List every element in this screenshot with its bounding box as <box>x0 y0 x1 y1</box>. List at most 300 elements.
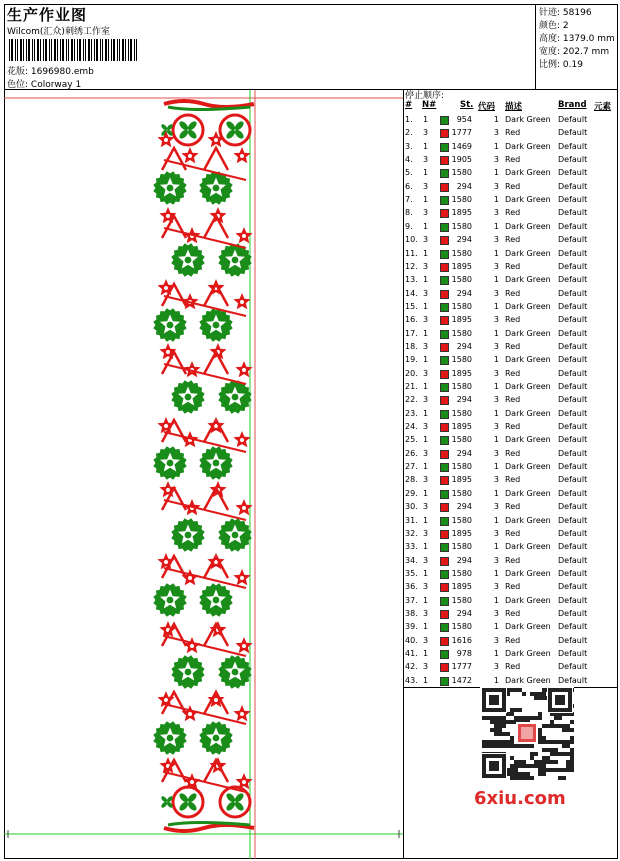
stop-row <box>404 355 618 368</box>
color-swatch <box>440 370 449 379</box>
col-header-element: 元素 <box>594 102 612 112</box>
medallion-motif <box>199 721 232 754</box>
stop-desc: Red <box>505 261 521 271</box>
stop-needle: 3 <box>423 235 429 245</box>
stop-num: 28. <box>405 475 418 485</box>
stop-needle: 3 <box>423 128 429 138</box>
stop-needle: 3 <box>423 582 429 592</box>
stop-brand: Default <box>558 141 588 151</box>
stop-num: 16. <box>405 315 418 325</box>
stop-needle: 3 <box>423 261 429 271</box>
stop-num: 25. <box>405 435 418 445</box>
stop-row <box>404 289 618 302</box>
stop-stitches: 1580 <box>451 275 472 285</box>
stop-needle: 3 <box>423 155 429 165</box>
stop-num: 32. <box>405 528 418 538</box>
stop-desc: Red <box>505 635 521 645</box>
stop-row <box>404 622 618 635</box>
stop-row <box>404 516 618 529</box>
stop-needle: 1 <box>423 115 429 124</box>
stop-brand: Default <box>558 221 588 231</box>
stop-stitches: 1472 <box>451 675 472 685</box>
stop-stitches: 1895 <box>451 422 472 432</box>
stop-code: 1 <box>493 301 499 311</box>
medallion-motif <box>171 518 204 551</box>
stop-num: 24. <box>405 422 418 432</box>
color-swatch <box>440 209 449 218</box>
color-swatch <box>440 610 449 619</box>
clover-motif <box>225 792 245 812</box>
stop-num: 19. <box>405 355 418 365</box>
stop-code: 1 <box>493 168 499 178</box>
stop-needle: 1 <box>423 622 429 632</box>
stop-num: 29. <box>405 488 418 498</box>
stop-brand: Default <box>558 595 588 605</box>
color-swatch <box>440 650 449 659</box>
stop-stitches: 1580 <box>451 408 472 418</box>
stop-row <box>404 128 618 141</box>
stop-stitches: 1580 <box>451 355 472 365</box>
stop-stitches: 1895 <box>451 261 472 271</box>
stop-needle: 3 <box>423 448 429 458</box>
stop-desc: Red <box>505 368 521 378</box>
stop-num: 8. <box>405 208 413 218</box>
stop-stitches: 1469 <box>451 141 472 151</box>
stop-stitches: 1580 <box>451 221 472 231</box>
stop-desc: Red <box>505 288 521 298</box>
stop-desc: Dark Green <box>505 115 551 124</box>
stop-needle: 3 <box>423 288 429 298</box>
stop-needle: 3 <box>423 528 429 538</box>
color-swatch <box>440 450 449 459</box>
stop-brand: Default <box>558 462 588 472</box>
stop-num: 26. <box>405 448 418 458</box>
stop-stitches: 1580 <box>451 301 472 311</box>
design-file-name: 1696980.emb <box>30 67 94 77</box>
stop-needle: 3 <box>423 368 429 378</box>
stop-desc: Dark Green <box>505 675 551 685</box>
stop-desc: Red <box>505 208 521 218</box>
stop-num: 22. <box>405 395 418 405</box>
header-left-panel <box>4 4 536 90</box>
stop-stitches: 1580 <box>451 382 472 391</box>
stop-brand: Default <box>558 448 588 458</box>
stop-code: 3 <box>493 368 499 378</box>
stop-row <box>404 542 618 555</box>
stop-code: 1 <box>493 595 499 605</box>
stop-row <box>404 275 618 288</box>
stop-desc: Dark Green <box>505 408 551 418</box>
stop-desc: Red <box>505 448 521 458</box>
stop-needle: 1 <box>423 355 429 365</box>
stop-code: 1 <box>493 462 499 472</box>
stop-brand: Default <box>558 608 588 618</box>
stop-desc: Red <box>505 341 521 351</box>
stop-brand: Default <box>558 115 588 124</box>
stop-brand: Default <box>558 341 588 351</box>
medallion-motif <box>199 308 232 341</box>
stat-label: 宽度: <box>539 47 561 57</box>
color-swatch <box>440 263 449 272</box>
stat-width <box>539 44 609 57</box>
color-swatch <box>440 303 449 312</box>
color-swatch <box>440 557 449 566</box>
color-swatch <box>440 223 449 232</box>
stop-stitches: 1580 <box>451 168 472 178</box>
stop-num: 1. <box>405 115 413 124</box>
page-title: 生产作业图 <box>7 6 88 24</box>
stop-desc: Dark Green <box>505 649 551 658</box>
stop-num: 11. <box>405 248 418 258</box>
stat-value: 1379.0 mm <box>562 34 615 44</box>
stop-brand: Default <box>558 515 588 525</box>
color-swatch <box>440 383 449 392</box>
stop-needle: 1 <box>423 141 429 151</box>
stop-row <box>404 182 618 195</box>
stop-code: 3 <box>493 448 499 458</box>
stop-needle: 1 <box>423 382 429 391</box>
stop-stitches: 1580 <box>451 248 472 258</box>
stop-stitches: 294 <box>456 288 472 298</box>
stop-desc: Red <box>505 181 521 191</box>
stop-stitches: 1895 <box>451 315 472 325</box>
col-header-desc: 描述 <box>505 102 523 112</box>
color-swatch <box>440 396 449 405</box>
stop-code: 3 <box>493 635 499 645</box>
stop-stitches: 1580 <box>451 622 472 632</box>
stop-code: 1 <box>493 408 499 418</box>
stop-desc: Dark Green <box>505 542 551 552</box>
stop-desc: Dark Green <box>505 462 551 472</box>
stop-num: 12. <box>405 261 418 271</box>
stop-stitches: 294 <box>456 395 472 405</box>
stop-row <box>404 342 618 355</box>
stop-row <box>404 315 618 328</box>
stop-desc: Red <box>505 662 521 672</box>
stop-num: 35. <box>405 568 418 578</box>
stop-brand: Default <box>558 301 588 311</box>
stop-num: 4. <box>405 155 413 165</box>
stop-code: 3 <box>493 528 499 538</box>
design-file-line <box>7 64 94 77</box>
stop-brand: Default <box>558 355 588 365</box>
stop-row <box>404 662 618 675</box>
stop-brand: Default <box>558 128 588 138</box>
color-swatch <box>440 276 449 285</box>
stop-num: 31. <box>405 515 418 525</box>
medallion-motif <box>153 583 186 616</box>
stop-code: 3 <box>493 608 499 618</box>
stop-stitches: 954 <box>456 115 472 124</box>
stop-code: 3 <box>493 181 499 191</box>
stop-desc: Dark Green <box>505 568 551 578</box>
color-swatch <box>440 677 449 686</box>
stop-desc: Red <box>505 528 521 538</box>
stop-sequence-title: 停止顺序: <box>405 91 445 101</box>
stop-brand: Default <box>558 382 588 391</box>
stop-desc: Dark Green <box>505 382 551 391</box>
stop-needle: 1 <box>423 301 429 311</box>
barcode-image <box>9 39 139 61</box>
stop-desc: Red <box>505 315 521 325</box>
stop-desc: Red <box>505 502 521 512</box>
stop-brand: Default <box>558 675 588 685</box>
color-swatch <box>440 517 449 526</box>
stop-code: 1 <box>493 382 499 391</box>
stat-value: 58196 <box>562 8 592 18</box>
stop-num: 23. <box>405 408 418 418</box>
color-swatch <box>440 423 449 432</box>
stop-num: 37. <box>405 595 418 605</box>
color-swatch <box>440 623 449 632</box>
stop-row <box>404 489 618 502</box>
stop-code: 1 <box>493 115 499 124</box>
stop-desc: Red <box>505 235 521 245</box>
stop-brand: Default <box>558 555 588 565</box>
stop-num: 7. <box>405 195 413 205</box>
stop-row <box>404 529 618 542</box>
medallion-motif <box>171 243 204 276</box>
stop-row <box>404 249 618 262</box>
stop-stitches: 294 <box>456 181 472 191</box>
stop-stitches: 1895 <box>451 475 472 485</box>
stop-desc: Dark Green <box>505 435 551 445</box>
color-swatch <box>440 436 449 445</box>
stat-value: 2 <box>562 21 569 31</box>
col-header-code: 代码 <box>478 102 496 112</box>
stop-row <box>404 302 618 315</box>
stop-row <box>404 168 618 181</box>
stop-desc: Dark Green <box>505 595 551 605</box>
color-swatch <box>440 129 449 138</box>
stop-row <box>404 235 618 248</box>
stop-needle: 3 <box>423 422 429 432</box>
stop-desc: Dark Green <box>505 328 551 338</box>
stop-num: 39. <box>405 622 418 632</box>
stop-desc: Dark Green <box>505 195 551 205</box>
stop-brand: Default <box>558 168 588 178</box>
stop-stitches: 1580 <box>451 568 472 578</box>
stop-code: 3 <box>493 315 499 325</box>
stop-desc: Dark Green <box>505 622 551 632</box>
stop-desc: Red <box>505 475 521 485</box>
stop-brand: Default <box>558 662 588 672</box>
stop-brand: Default <box>558 288 588 298</box>
stop-desc: Dark Green <box>505 275 551 285</box>
color-swatch <box>440 156 449 165</box>
stop-stitches: 1895 <box>451 528 472 538</box>
stop-stitches: 1580 <box>451 515 472 525</box>
stop-num: 33. <box>405 542 418 552</box>
medallion-motif <box>199 583 232 616</box>
stop-code: 1 <box>493 275 499 285</box>
stop-needle: 3 <box>423 608 429 618</box>
stop-code: 1 <box>493 568 499 578</box>
medallion-motif <box>153 446 186 479</box>
color-swatch <box>440 503 449 512</box>
col-header-brand: Brand <box>558 100 587 110</box>
stop-brand: Default <box>558 649 588 658</box>
stop-stitches: 294 <box>456 235 472 245</box>
stop-num: 42. <box>405 662 418 672</box>
medallion-motif <box>218 655 251 688</box>
stop-code: 3 <box>493 555 499 565</box>
stop-stitches: 1895 <box>451 582 472 592</box>
stop-brand: Default <box>558 181 588 191</box>
stop-row <box>404 142 618 155</box>
stop-desc: Dark Green <box>505 488 551 498</box>
stop-needle: 1 <box>423 328 429 338</box>
stop-num: 43. <box>405 675 418 685</box>
stop-code: 1 <box>493 542 499 552</box>
stop-code: 1 <box>493 355 499 365</box>
qr-code-image <box>480 686 574 780</box>
color-swatch <box>440 343 449 352</box>
red-line-motif <box>162 148 186 170</box>
design-file-label: 花版: <box>7 67 31 77</box>
stat-label: 颜色: <box>539 21 561 31</box>
medallion-motif <box>153 308 186 341</box>
stop-brand: Default <box>558 408 588 418</box>
stop-needle: 1 <box>423 568 429 578</box>
stop-stitches: 1777 <box>451 662 472 672</box>
color-swatch <box>440 290 449 299</box>
stop-code: 3 <box>493 582 499 592</box>
stop-brand: Default <box>558 542 588 552</box>
stop-needle: 3 <box>423 635 429 645</box>
color-swatch <box>440 183 449 192</box>
stop-brand: Default <box>558 435 588 445</box>
stop-needle: 1 <box>423 168 429 178</box>
stop-code: 3 <box>493 288 499 298</box>
stop-stitches: 1905 <box>451 155 472 165</box>
stop-code: 1 <box>493 248 499 258</box>
stop-code: 1 <box>493 141 499 151</box>
color-swatch <box>440 169 449 178</box>
stop-row <box>404 262 618 275</box>
color-swatch <box>440 597 449 606</box>
stop-brand: Default <box>558 488 588 498</box>
color-swatch <box>440 236 449 245</box>
stop-code: 3 <box>493 208 499 218</box>
stop-needle: 1 <box>423 275 429 285</box>
stop-needle: 3 <box>423 502 429 512</box>
stop-num: 3. <box>405 141 413 151</box>
stop-row <box>404 596 618 609</box>
stop-code: 1 <box>493 195 499 205</box>
stop-desc: Dark Green <box>505 221 551 231</box>
stop-num: 2. <box>405 128 413 138</box>
stop-code: 3 <box>493 662 499 672</box>
stop-row <box>404 115 618 128</box>
stat-value: 0.19 <box>562 60 583 70</box>
stop-num: 10. <box>405 235 418 245</box>
stop-row <box>404 502 618 515</box>
stop-row <box>404 208 618 221</box>
color-swatch <box>440 330 449 339</box>
stop-needle: 3 <box>423 395 429 405</box>
stat-value: 202.7 mm <box>562 47 610 57</box>
stop-num: 36. <box>405 582 418 592</box>
stop-brand: Default <box>558 235 588 245</box>
stop-row <box>404 636 618 649</box>
stop-row <box>404 475 618 488</box>
stop-code: 1 <box>493 649 499 658</box>
medallion-motif <box>218 243 251 276</box>
stop-row <box>404 569 618 582</box>
stop-brand: Default <box>558 195 588 205</box>
stop-stitches: 1580 <box>451 488 472 498</box>
medallion-motif <box>153 721 186 754</box>
stop-row <box>404 382 618 395</box>
red-line-motif <box>204 148 228 170</box>
stop-stitches: 1616 <box>451 635 472 645</box>
stop-stitches: 978 <box>456 649 472 658</box>
clover-motif <box>178 120 198 140</box>
stop-needle: 3 <box>423 555 429 565</box>
color-swatch <box>440 637 449 646</box>
stop-row <box>404 409 618 422</box>
color-swatch <box>440 410 449 419</box>
stop-num: 21. <box>405 382 418 391</box>
stop-brand: Default <box>558 315 588 325</box>
color-swatch <box>440 356 449 365</box>
stop-num: 18. <box>405 341 418 351</box>
stop-desc: Red <box>505 582 521 592</box>
stop-code: 3 <box>493 235 499 245</box>
design-stats-panel <box>536 4 618 90</box>
stop-brand: Default <box>558 155 588 165</box>
color-swatch <box>440 490 449 499</box>
stop-brand: Default <box>558 261 588 271</box>
stop-sequence-panel <box>404 90 618 687</box>
colorway-label: 色位: <box>7 80 31 90</box>
stop-code: 1 <box>493 675 499 685</box>
stop-needle: 3 <box>423 208 429 218</box>
color-swatch <box>440 476 449 485</box>
stop-row <box>404 422 618 435</box>
stop-desc: Red <box>505 608 521 618</box>
stop-desc: Red <box>505 155 521 165</box>
stop-code: 3 <box>493 128 499 138</box>
stop-needle: 3 <box>423 341 429 351</box>
stop-num: 17. <box>405 328 418 338</box>
stop-needle: 1 <box>423 595 429 605</box>
stop-desc: Dark Green <box>505 141 551 151</box>
stop-num: 15. <box>405 301 418 311</box>
stat-scale <box>539 57 583 70</box>
stop-code: 1 <box>493 221 499 231</box>
color-swatch <box>440 250 449 259</box>
stop-num: 34. <box>405 555 418 565</box>
stop-row <box>404 556 618 569</box>
watermark-text: 6xiu.com <box>474 788 566 809</box>
color-swatch <box>440 196 449 205</box>
stop-brand: Default <box>558 635 588 645</box>
stop-needle: 1 <box>423 462 429 472</box>
color-swatch <box>440 316 449 325</box>
stop-brand: Default <box>558 328 588 338</box>
stop-stitches: 1580 <box>451 595 472 605</box>
stop-row <box>404 582 618 595</box>
stop-row <box>404 462 618 475</box>
stop-code: 3 <box>493 155 499 165</box>
design-preview <box>4 90 404 859</box>
medallion-motif <box>218 518 251 551</box>
stop-brand: Default <box>558 528 588 538</box>
stop-num: 40. <box>405 635 418 645</box>
stop-num: 13. <box>405 275 418 285</box>
